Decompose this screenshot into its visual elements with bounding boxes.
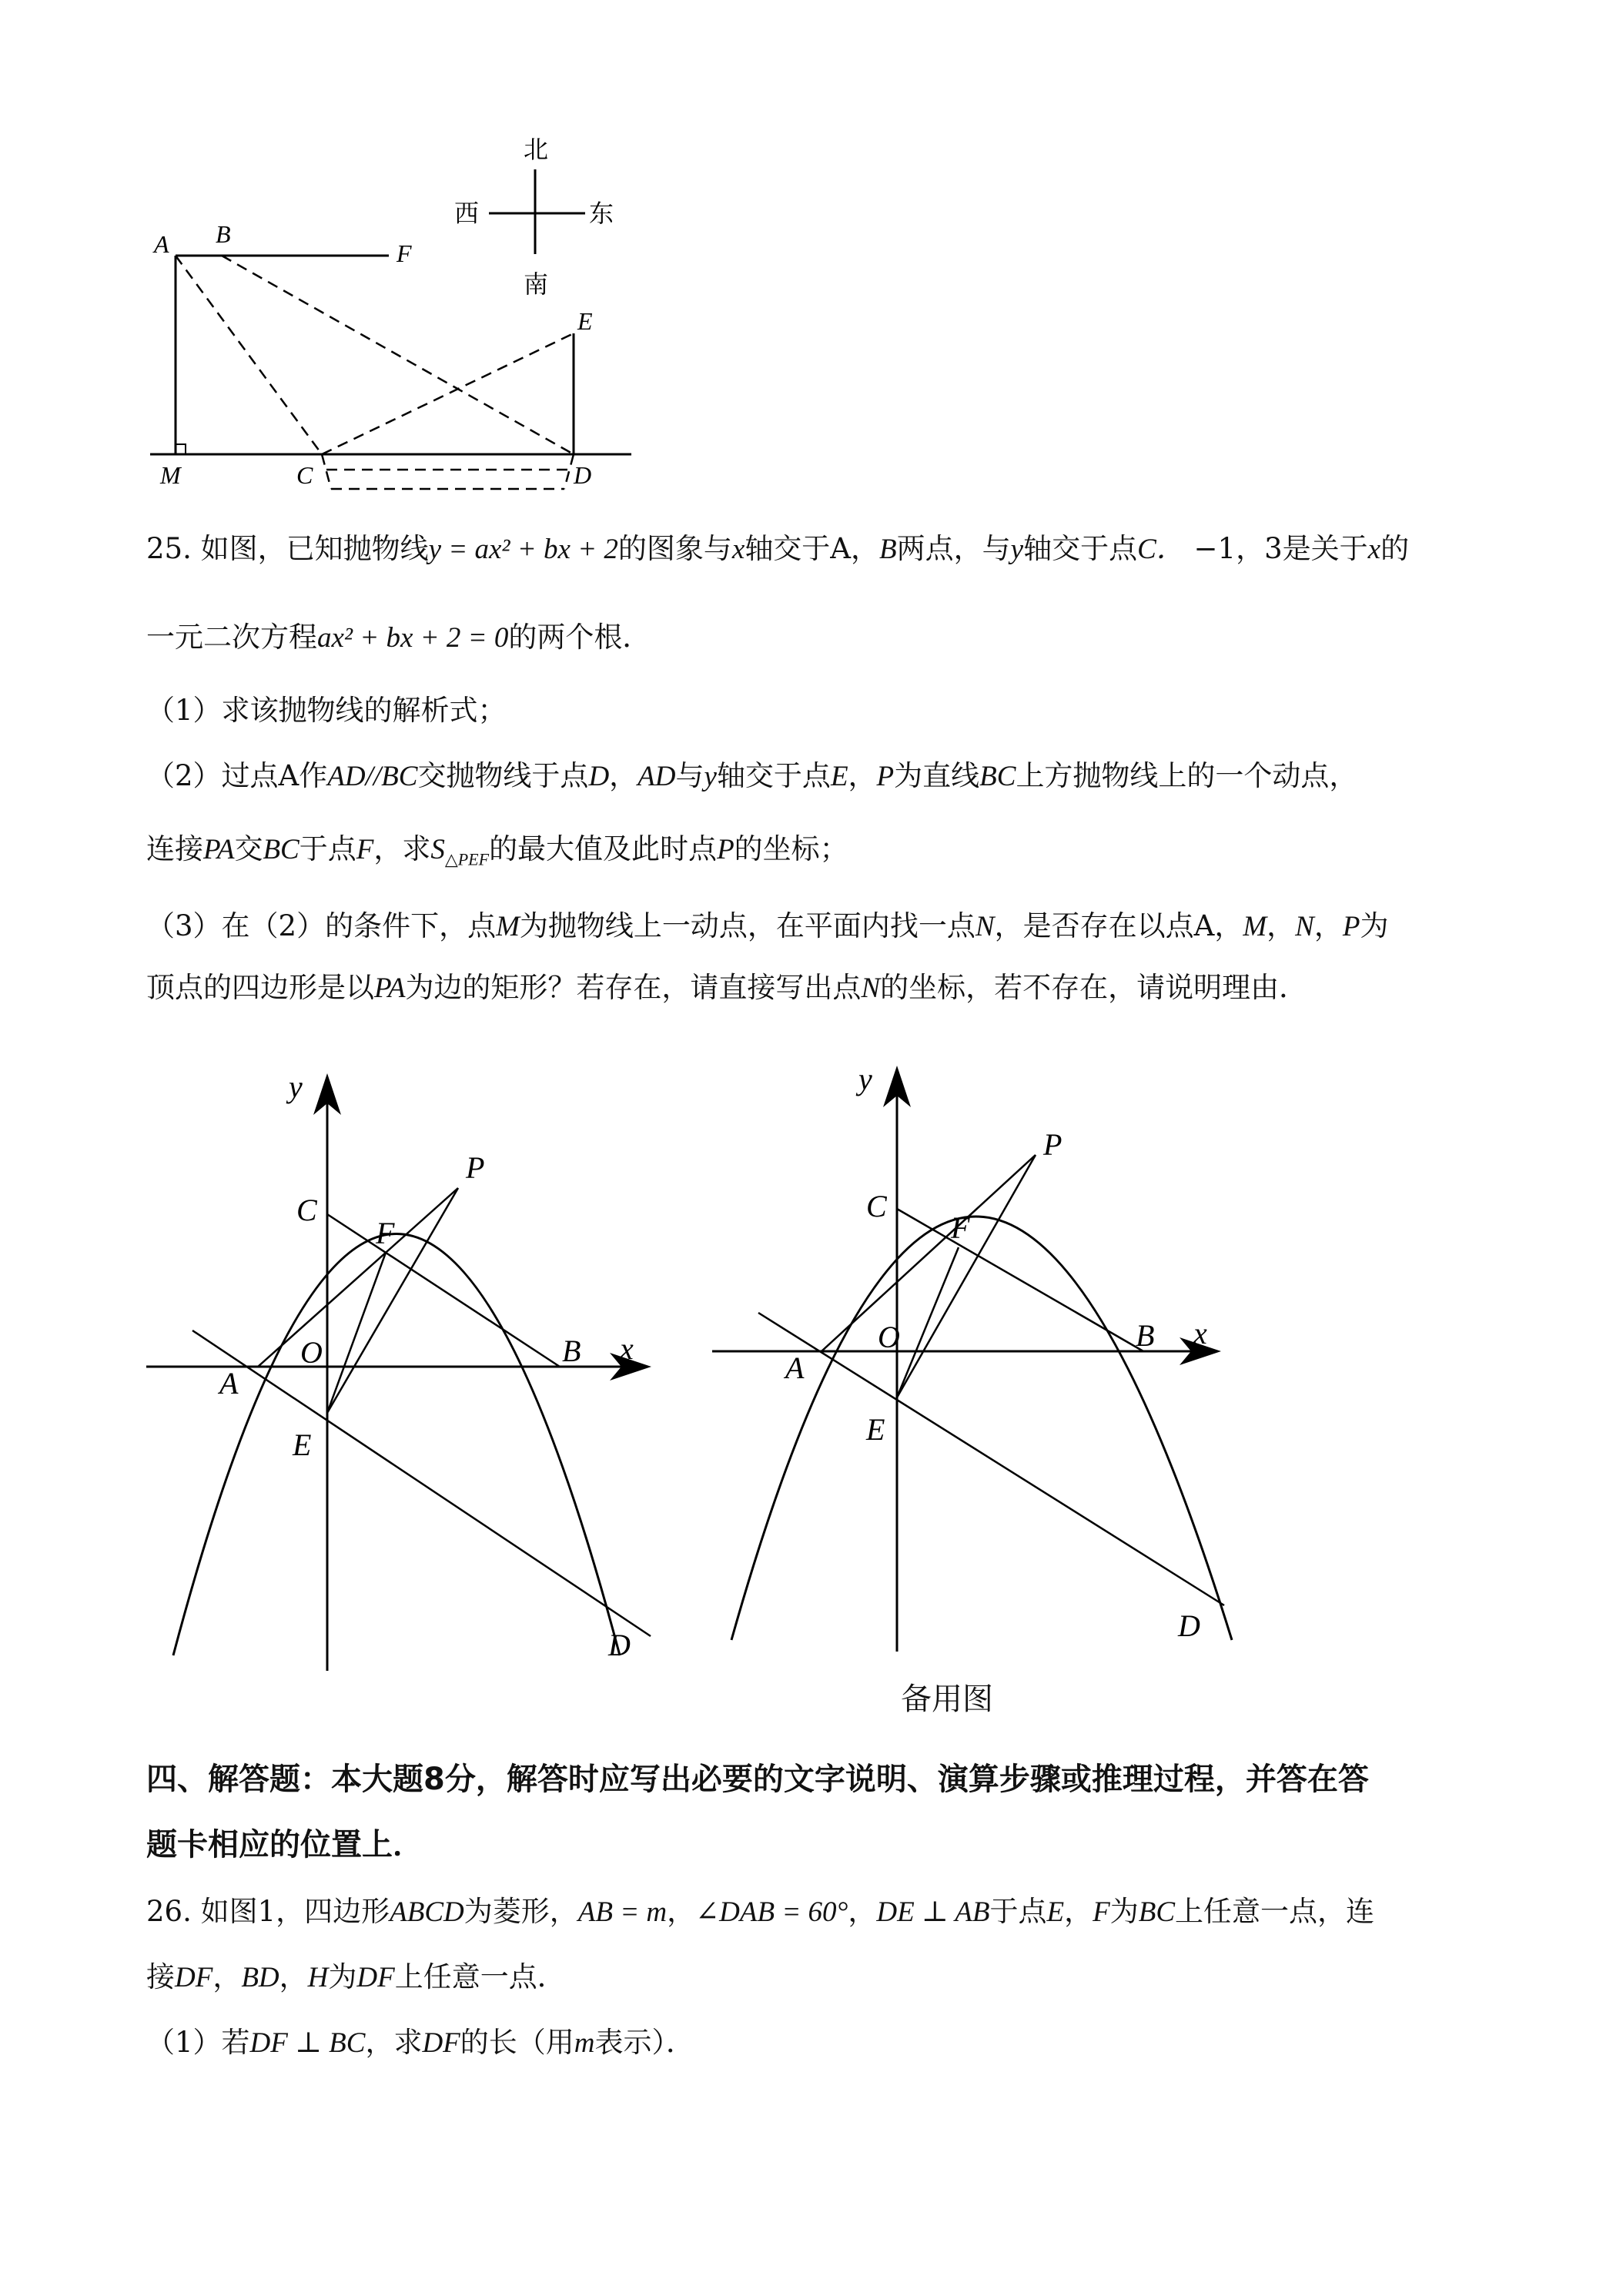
graph2-label-y: y <box>858 1062 872 1096</box>
q25-part3-line1: （3）在（2）的条件下，点M为抛物线上一动点，在平面内找一点N，是否存在以点A，M，N，P为 <box>146 909 1389 942</box>
q26-line2: 接DF，BD，H为DF上任意一点． <box>146 1960 566 1993</box>
graph1-label-F: F <box>376 1216 395 1250</box>
parabola-graph-spare <box>704 1055 1243 1671</box>
q25-line1: 25. 如图，已知抛物线y = ax² + bx + 2的图象与x轴交于A，B两点，与y轴交于点C． −1，3是关于x的 <box>146 532 1410 565</box>
graph1-label-A: A <box>219 1366 239 1401</box>
spare-figure-caption: 备用图 <box>901 1682 993 1717</box>
label-D-top: D <box>574 461 592 489</box>
graph1-label-E: E <box>293 1427 312 1462</box>
q26-line1: 26. 如图1，四边形ABCD为菱形，AB = m，∠DAB = 60°，DE ⊥ AB于点E，F为BC上任意一点，连 <box>146 1895 1375 1928</box>
graph1-label-O: O <box>300 1335 323 1370</box>
label-F-top: F <box>397 239 412 267</box>
graph2-label-O: O <box>878 1320 900 1354</box>
graph2-label-B: B <box>1136 1318 1155 1353</box>
graph1-label-x: x <box>620 1331 634 1366</box>
q25-part3-line2: 顶点的四边形是以PA为边的矩形？若存在，请直接写出点N的坐标，若不存在，请说明理由． <box>146 971 1308 1004</box>
compass-east: 东 <box>589 199 614 228</box>
survey-figure <box>139 123 662 500</box>
compass-north: 北 <box>524 135 549 164</box>
section4-heading-line2: 题卡相应的位置上． <box>146 1827 423 1863</box>
graph2-label-C: C <box>866 1189 887 1223</box>
label-M-top: M <box>160 461 181 489</box>
graph1-label-P: P <box>466 1150 485 1185</box>
compass-west: 西 <box>454 199 480 228</box>
q25-part2-line1: （2）过点A作AD//BC交抛物线于点D，AD与y轴交于点E，P为直线BC上方抛物线上的一个动点， <box>146 759 1358 792</box>
q25-line2: 一元二次方程ax² + bx + 2 = 0的两个根． <box>146 621 651 654</box>
q25-part2-line2: 连接PA交BC于点F，求$S_{\triangle PEF}$的最大值及此时点P的坐标； <box>146 832 848 869</box>
q26-part1: （1）若DF ⊥ BC，求DF的长（用m表示）． <box>146 2026 695 2059</box>
graph2-label-A: A <box>785 1350 805 1385</box>
graph2-label-D: D <box>1178 1608 1200 1643</box>
label-E-top: E <box>577 307 593 335</box>
graph2-label-P: P <box>1043 1127 1062 1162</box>
graph1-label-C: C <box>296 1193 317 1227</box>
label-C-top: C <box>296 461 313 489</box>
graph1-label-B: B <box>562 1334 581 1368</box>
graph2-label-x: x <box>1193 1316 1207 1350</box>
label-A-top: A <box>154 230 169 258</box>
compass-south: 南 <box>524 269 549 299</box>
graph1-label-y: y <box>289 1069 303 1104</box>
label-B-top: B <box>216 220 231 248</box>
section4-heading-line1: 四、解答题：本大题8分，解答时应写出必要的文字说明、演算步骤或推理过程，并答在答 <box>146 1762 1369 1797</box>
graph2-label-F: F <box>951 1210 970 1245</box>
parabola-graph-main <box>139 1063 678 1678</box>
graph1-label-D: D <box>608 1628 631 1662</box>
graph2-label-E: E <box>866 1412 885 1447</box>
q25-part1: （1）求该抛物线的解析式； <box>146 694 507 727</box>
